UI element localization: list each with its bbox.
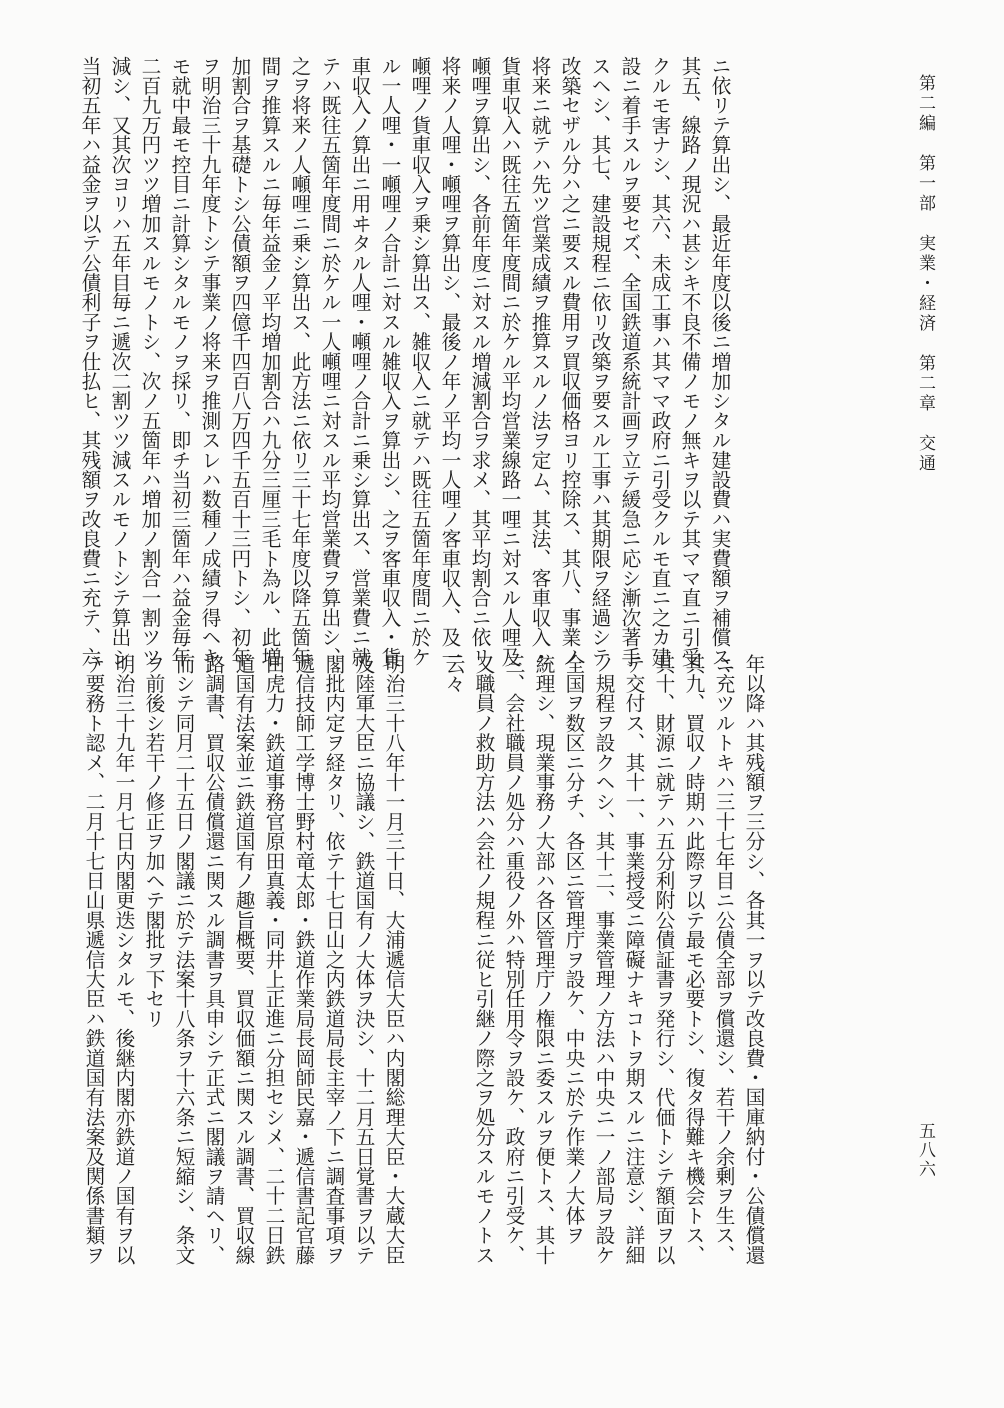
- text-column: 田虎力・鉄道事務官原田真義・同井上正進ニ分担セシメ、二十二日鉄: [262, 654, 285, 1265]
- text-column: 明治三十九年一月七日内閣更迭シタルモ、後継内閣亦鉄道ノ国有ヲ以: [112, 654, 135, 1265]
- text-column: 改築セザル分ハ之ニ要スル費用ヲ買収価格ヨリ控除ス、其八、事業ノ: [558, 56, 581, 667]
- text-column: モ就中最モ控目ニ計算シタルモノヲ採リ、即チ当初三箇年ハ益金毎年: [168, 56, 191, 667]
- text-column: 年以降ハ其残額ヲ三分シ、各其一ヲ以テ改良費・国庫納付・公債償還: [742, 654, 765, 1265]
- text-column: クルモ害ナシ、其六、未成工事ハ其ママ政府ニ引受クルモ直ニ之カ建: [648, 56, 671, 667]
- text-column: ヲ前後シ若干ノ修正ヲ加ヘテ閣批ヲ下セリ: [142, 654, 165, 1029]
- text-column: ノ規程ヲ設クヘシ、其十二、事業管理ノ方法ハ中央ニ一ノ部局ヲ設ケ: [592, 654, 615, 1265]
- text-column: 噸哩ノ貨車収入ヲ乗シ算出ス、雑収入ニ就テハ既往五箇年度間ニ於ケ: [408, 56, 431, 667]
- text-column: 加割合ヲ基礎トシ公債額ヲ四億千四百八万四千五百十三円トシ、初年: [228, 56, 251, 667]
- text-column: 当初五年ハ益金ヲ以テ公債利子ヲ仕払ヒ、其残額ヲ改良費ニ充テ、六: [78, 56, 101, 667]
- text-column: 設ニ着手スルヲ要セズ、全国鉄道系統計画ヲ立テ緩急ニ応シ漸次著手: [618, 56, 641, 667]
- text-column: 明治三十八年十一月三十日、大浦遞信大臣ハ内閣総理大臣・大蔵大臣: [382, 654, 405, 1265]
- text-column: 将来ニ就テハ先ツ営業成績ヲ推算スルノ法ヲ定ム、其法、客車収入・: [528, 56, 551, 667]
- text-column: テハ既往五箇年度間ニ於ケル一人噸哩ニ対スル平均営業費ヲ算出シ、: [318, 56, 341, 667]
- text-column: 貨車収入ハ既往五箇年度間ニ於ケル平均営業線路一哩ニ対スル人哩及: [498, 56, 521, 667]
- text-column: テ要務ト認メ、二月十七日山県遞信大臣ハ鉄道国有法案及関係書類ヲ: [82, 654, 105, 1265]
- text-column: 遞信技師工学博士野村竜太郎・鉄道作業局長岡師民嘉・遞信書記官藤: [292, 654, 315, 1265]
- text-column: ニ充ツルトキハ三十七年目ニ公債全部ヲ償還シ、若干ノ余剰ヲ生ス、: [712, 654, 735, 1265]
- text-column: 之ヲ将来ノ人噸哩ニ乗シ算出ス、此方法ニ依リ三十七年度以降五箇年: [288, 56, 311, 667]
- text-column: 間ヲ推算スルニ毎年益金ノ平均増加割合ハ九分三厘三毛ト為ル、此増: [258, 56, 281, 667]
- text-column: 全国ヲ数区ニ分チ、各区ニ管理庁ヲ設ケ、中央ニ於テ作業ノ大体ヲ: [562, 654, 585, 1245]
- text-column: スヘシ、其七、建設規程ニ依リ改築ヲ要スル工事ハ其期限ヲ経過シテ: [588, 56, 611, 667]
- running-head: 第二編 第一部 実業・経済 第二章 交通: [915, 74, 935, 474]
- text-column: 二百九万円ツツ増加スルモノトシ、次ノ五箇年ハ増加ノ割合一割ツツ: [138, 56, 161, 667]
- text-column: 其五、線路ノ現況ハ甚シキ不良不備ノモノ無キヲ以テ其ママ直ニ引受: [678, 56, 701, 667]
- text-column: 車収入ノ算出ニ用ヰタル人哩・噸哩ノ合計ニ乗シ算出ス、営業費ニ就: [348, 56, 371, 667]
- text-column: 云々: [442, 654, 465, 694]
- text-column: 又職員ノ救助方法ハ会社ノ規程ニ従ヒ引継ノ際之ヲ処分スルモノトス: [472, 654, 495, 1265]
- text-column: 其十、財源ニ就テハ五分利附公債証書ヲ発行シ、代価トシテ額面ヲ以: [652, 654, 675, 1265]
- lower-text-block: [78, 654, 768, 1314]
- text-column: 其九、買収ノ時期ハ此際ヲ以テ最モ必要トシ、復タ得難キ機会トス、: [682, 654, 705, 1265]
- text-column: 噸哩ヲ算出シ、各前年度ニ対スル増減割合ヲ求メ、其平均割合ニ依リ: [468, 56, 491, 667]
- text-column: ニ依リテ算出シ、最近年度以後ニ増加シタル建設費ハ実費額ヲ補償ス、: [708, 56, 731, 687]
- text-column: ヲ明治三十九年度トシテ事業ノ将来ヲ推測スレハ数種ノ成績ヲ得ヘキ: [198, 56, 221, 667]
- text-column: 統理シ、現業事務ノ大部ハ各区管理庁ノ権限ニ委スルヲ便トス、其十: [532, 654, 555, 1265]
- column-spacer: [408, 654, 438, 1314]
- text-column: テ交付ス、其十一、事業授受ニ障礙ナキコトヲ期スルニ注意シ、詳細: [622, 654, 645, 1265]
- text-column: 及陸軍大臣ニ協議シ、鉄道国有ノ大体ヲ決シ、十二月五日覚書ヲ以テ: [352, 654, 375, 1265]
- page-number: 五八六: [915, 1122, 935, 1179]
- text-column: 減シ、又其次ヨリハ五年目毎ニ遞次二割ツツ減スルモノトシテ算出シ: [108, 56, 131, 667]
- text-column: 閣批内定ヲ経タリ、依テ十七日山之内鉄道局長主宰ノ下ニ調査事項ヲ: [322, 654, 345, 1265]
- text-column: 三、会社職員ノ処分ハ重役ノ外ハ特別任用令ヲ設ケ、政府ニ引受ケ、: [502, 654, 525, 1265]
- text-column: 路調書、買収公債償還ニ関スル調書ヲ具申シテ正式ニ閣議ヲ請ヘリ、: [202, 654, 225, 1265]
- text-column: 将来ノ人哩・噸哩ヲ算出シ、最後ノ年ノ平均一人哩ノ客車収入、及一: [438, 56, 461, 667]
- text-column: 道国有法案並ニ鉄道国有ノ趣旨概要、買収価額ニ関スル調書、買収線: [232, 654, 255, 1265]
- text-column: ル一人哩・一噸哩ノ合計ニ対スル雑収入ヲ算出シ、之ヲ客車収入・貨: [378, 56, 401, 667]
- text-column: 而シテ同月二十五日ノ閣議ニ於テ法案十八条ヲ十六条ニ短縮シ、条文: [172, 654, 195, 1265]
